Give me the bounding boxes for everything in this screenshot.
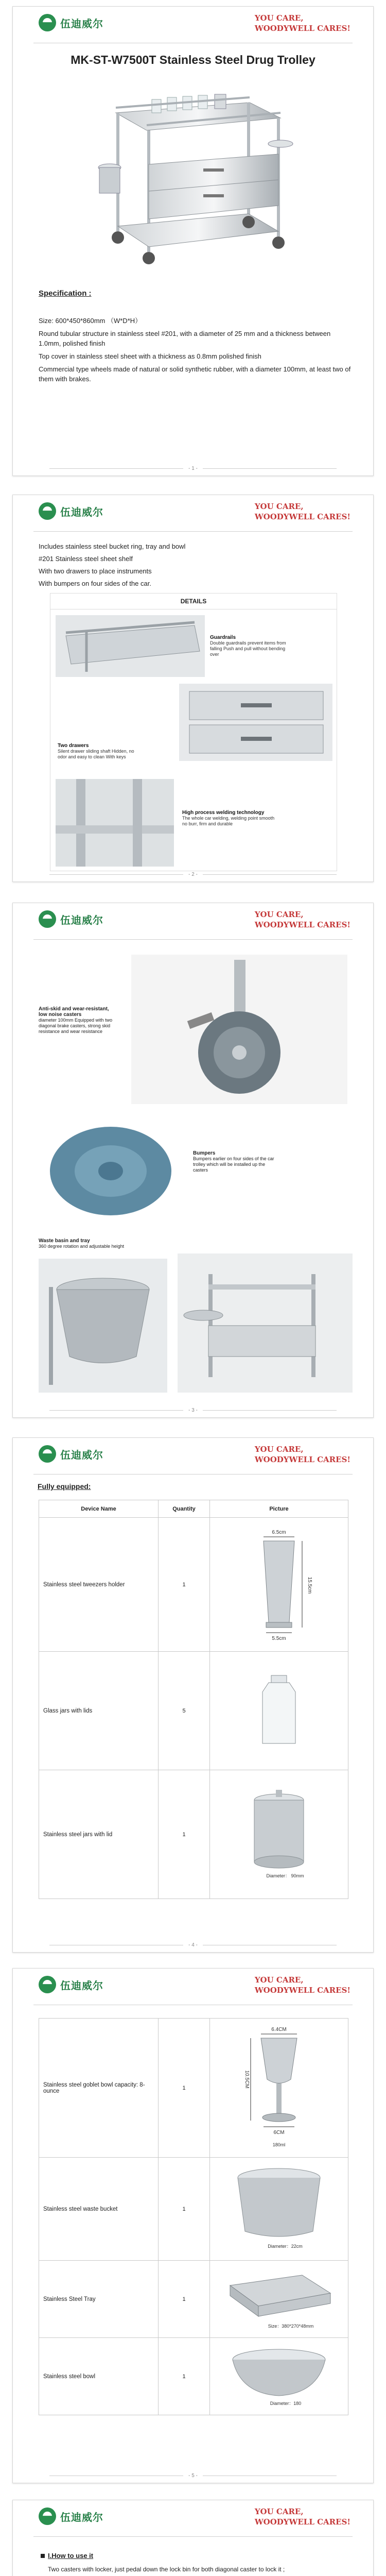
caster-photo: [131, 955, 347, 1104]
header-divider: [33, 1474, 353, 1475]
header-divider: [33, 2536, 353, 2537]
capacity-caption: 180ml: [272, 2142, 286, 2147]
device-name: Glass jars with lids: [39, 1652, 159, 1770]
page-3: [12, 903, 374, 1418]
logo-text: 伍迪威尔: [60, 1980, 103, 1992]
device-picture: [210, 2019, 348, 2158]
slogan-line-2: WOODYWELL CARES!: [254, 24, 350, 33]
tweezers-holder-image: [240, 1524, 318, 1643]
device-qty: 1: [159, 2261, 210, 2338]
dim-side: 10.5CM: [244, 2070, 250, 2089]
page-number: - 2 -: [13, 872, 373, 877]
table-row: [39, 2019, 348, 2158]
device-name: Stainless Steel Tray: [39, 2261, 159, 2338]
device-picture: [210, 1652, 348, 1770]
diameter-caption: Diameter：180: [270, 2401, 302, 2406]
drawers-label: [58, 743, 135, 760]
slogan: [255, 909, 350, 930]
welding-text: The whole car welding, welding point smooth no burr, firm and durable: [182, 816, 275, 826]
tray-image: [220, 2265, 338, 2332]
table-row: [39, 1770, 348, 1899]
logo-text: 伍迪威尔: [60, 18, 103, 30]
guardrails-text: Double guardrails prevent items from falling Push and pull without bending over: [210, 640, 286, 657]
col-quantity: Quantity: [159, 1500, 210, 1518]
page-4: [12, 1437, 374, 1953]
page-5: [12, 1968, 374, 2483]
instruction-line: Two casters with locker, just pedal down the lock bin for both diagonal caster to lock it ;: [48, 2566, 285, 2573]
page-header: [13, 7, 373, 44]
table-row: [39, 2261, 348, 2338]
logo-text: 伍迪威尔: [60, 914, 103, 926]
details-title: DETAILS: [50, 594, 337, 609]
includes-list: [39, 540, 347, 590]
trolley-photo: [95, 77, 296, 273]
slogan: [255, 2506, 350, 2527]
device-qty: 1: [159, 1770, 210, 1899]
logo-mark-icon: [39, 2507, 56, 2525]
page-number: - 3 -: [13, 1408, 373, 1413]
device-picture: [210, 1770, 348, 1899]
slogan-line-1: YOU CARE,: [254, 1445, 304, 1454]
product-title: MK-ST-W7500T Stainless Steel Drug Trolley: [71, 53, 315, 66]
goblet-bowl-image: [235, 2023, 323, 2151]
how-to-use-title: I.How to use it: [48, 2552, 94, 2560]
slogan: [255, 501, 350, 522]
details-panel: [50, 593, 337, 871]
table-row: [39, 2338, 348, 2415]
casters-text: diameter 100mm Equipped with two diagonal brake casters, strong skid resistance and wear resistance: [39, 1018, 113, 1034]
waste-basin-photo: [39, 1259, 167, 1393]
equipment-table-2: [39, 2018, 348, 2415]
page-header: [13, 495, 373, 532]
dim-top: 6.4CM: [271, 2027, 287, 2032]
brand-logo: [39, 1445, 103, 1463]
bumpers-title: Bumpers: [193, 1150, 216, 1156]
table-header-row: [39, 1500, 348, 1518]
logo-mark-icon: [39, 502, 56, 520]
logo-mark-icon: [39, 910, 56, 928]
device-name: Stainless steel jars with lid: [39, 1770, 159, 1899]
slogan-line-1: YOU CARE,: [254, 502, 304, 511]
page-header: [13, 2500, 373, 2537]
glass-jar-image: [248, 1671, 310, 1749]
welding-photo: [56, 779, 174, 867]
logo-text: 伍迪威尔: [60, 506, 103, 518]
drawers-text: Silent drawer sliding shaft Hidden, no odor and easy to clean With keys: [58, 749, 134, 759]
brand-logo: [39, 910, 103, 928]
logo-text: 伍迪威尔: [60, 1449, 103, 1461]
logo-mark-icon: [39, 1445, 56, 1463]
slogan-line-1: YOU CARE,: [254, 2507, 304, 2516]
device-picture: [210, 2158, 348, 2261]
casters-title: Anti-skid and wear-resistant, low noise casters: [39, 1006, 109, 1018]
device-name: Stainless steel bowl: [39, 2338, 159, 2415]
spec-line: Round tubular structure in stainless steel #201, with a diameter of 25 mm and a thickness between 1.0mm, polished finish: [39, 330, 331, 347]
logo-text: 伍迪威尔: [60, 2512, 103, 2523]
brand-logo: [39, 2507, 103, 2525]
drawers-photo: [179, 684, 332, 761]
table-row: [39, 1518, 348, 1652]
device-qty: 1: [159, 2338, 210, 2415]
slogan-line-2: WOODYWELL CARES!: [254, 920, 350, 929]
drawers-title: Two drawers: [58, 743, 89, 749]
page-number: - 4 -: [13, 1942, 373, 1948]
device-name: Stainless steel waste bucket: [39, 2158, 159, 2261]
device-qty: 5: [159, 1652, 210, 1770]
slogan-line-2: WOODYWELL CARES!: [254, 1986, 350, 1995]
page-6: [12, 2500, 374, 2576]
waste-bucket-image: [227, 2164, 330, 2252]
device-name: Stainless steel tweezers holder: [39, 1518, 159, 1652]
dim-top: 6.5cm: [272, 1530, 286, 1535]
welding-label: [182, 810, 275, 827]
section-heading: [41, 2550, 349, 2562]
device-name: Stainless steel goblet bowl capacity: 8-ounce: [39, 2019, 159, 2158]
slogan-line-1: YOU CARE,: [254, 1975, 304, 1985]
table-row: [39, 1652, 348, 1770]
device-picture: [210, 2261, 348, 2338]
fully-equipped-heading: Fully equipped:: [38, 1482, 91, 1490]
slogan-line-1: YOU CARE,: [254, 13, 304, 23]
include-item: Includes stainless steel bucket ring, tray and bowl: [39, 543, 186, 550]
specification-text: [39, 316, 353, 387]
bullet-square-icon: [41, 2554, 45, 2558]
slogan-line-1: YOU CARE,: [254, 910, 304, 919]
trolley-side-photo: [178, 1253, 353, 1393]
dim-bottom: 6CM: [273, 2130, 285, 2136]
bumpers-text: Bumpers earlier on four sides of the car trolley which will be installed up the casters: [193, 1156, 274, 1173]
brand-logo: [39, 502, 103, 520]
spec-line: Top cover in stainless steel sheet with a thickness as 0.8mm polished finish: [39, 352, 261, 360]
equipment-table: [39, 1500, 348, 1899]
slogan: [255, 1444, 350, 1465]
slogan: [255, 1975, 350, 1995]
size-caption: Size：380*270*48mm: [268, 2324, 314, 2329]
device-picture: [210, 1518, 348, 1652]
how-to-use-section: [41, 2550, 349, 2576]
slogan-line-2: WOODYWELL CARES!: [254, 1455, 350, 1464]
dim-bottom: 5.5cm: [272, 1636, 286, 1641]
diameter-caption: Diameter： 90mm: [266, 1873, 304, 1878]
page-1: [12, 6, 374, 476]
include-item: With bumpers on four sides of the car.: [39, 580, 151, 587]
casters-label: [39, 1006, 116, 1035]
col-picture: Picture: [210, 1500, 348, 1518]
basin-label: [39, 1238, 162, 1249]
dim-side: 15.5cm: [307, 1577, 312, 1594]
steel-bowl-image: [225, 2342, 333, 2409]
page-header: [13, 1438, 373, 1475]
device-qty: 1: [159, 1518, 210, 1652]
brand-logo: [39, 14, 103, 31]
col-device-name: Device Name: [39, 1500, 159, 1518]
spec-line: Size: 600*450*860mm （W*D*H）: [39, 317, 142, 325]
basin-text: 360 degree rotation and adjustable height: [39, 1244, 125, 1249]
page-2: [12, 495, 374, 882]
slogan-line-2: WOODYWELL CARES!: [254, 2517, 350, 2527]
slogan: [255, 13, 350, 33]
bumpers-label: [193, 1150, 280, 1173]
table-row: [39, 2158, 348, 2261]
basin-title: Waste basin and tray: [39, 1238, 90, 1244]
guardrails-photo: [56, 615, 205, 677]
header-divider: [33, 939, 353, 940]
guardrails-title: Guardrails: [210, 635, 236, 640]
diameter-caption: Diameter：22cm: [268, 2244, 303, 2249]
page-number: - 5 -: [13, 2473, 373, 2479]
page-header: [13, 903, 373, 940]
include-item: #201 Stainless steel sheet shelf: [39, 555, 133, 563]
header-divider: [33, 531, 353, 532]
bumper-photo: [44, 1120, 178, 1223]
guardrails-label: [210, 635, 287, 657]
spec-line: Commercial type wheels made of natural or solid synthetic rubber, with a diameter 100mm, at least two of them with brakes.: [39, 365, 351, 383]
logo-mark-icon: [39, 14, 56, 31]
device-picture: [210, 2338, 348, 2415]
brand-logo: [39, 1976, 103, 1993]
page-header: [13, 1969, 373, 2006]
steel-jar-image: [238, 1785, 320, 1883]
specification-heading: Specification :: [39, 289, 92, 298]
device-qty: 1: [159, 2019, 210, 2158]
welding-title: High process welding technology: [182, 810, 265, 816]
page-number: - 1 -: [13, 466, 373, 471]
logo-mark-icon: [39, 1976, 56, 1993]
device-qty: 1: [159, 2158, 210, 2261]
include-item: With two drawers to place instruments: [39, 567, 152, 575]
slogan-line-2: WOODYWELL CARES!: [254, 512, 350, 521]
